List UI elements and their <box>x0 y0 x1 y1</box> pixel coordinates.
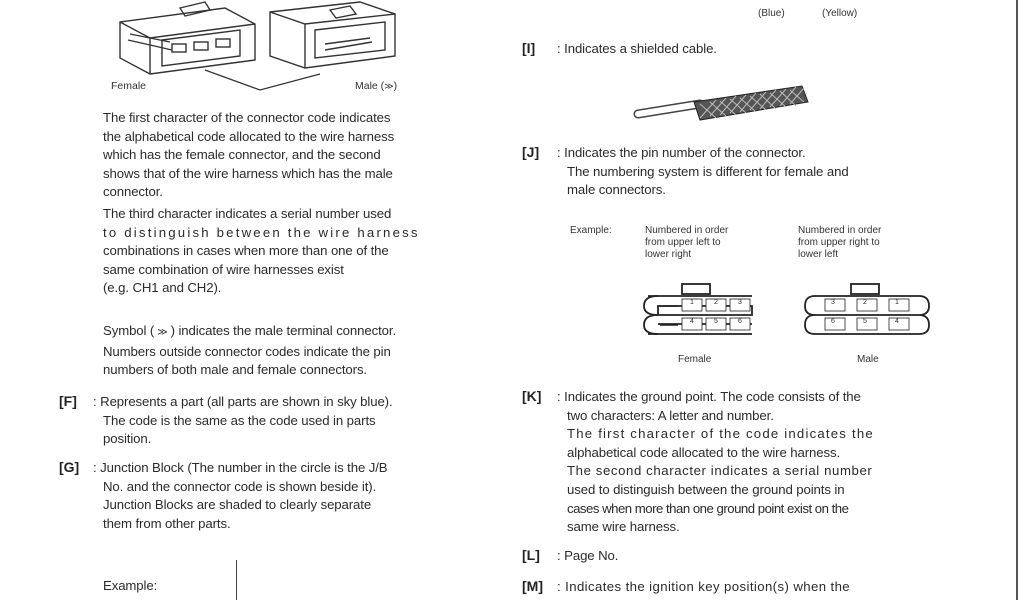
male-pin-4: 4 <box>895 318 899 325</box>
page-edge <box>1016 0 1018 600</box>
item-label-k: [K] <box>522 388 542 404</box>
item-g-description: : Junction Block (The number in the circle is the J/B No. and the connector code is shown beside it). Junction Blocks are shaded to clearly separate them from other parts. <box>93 460 388 531</box>
female-pin-4: 4 <box>690 318 694 325</box>
example-divider <box>236 560 237 600</box>
item-k-description: : Indicates the ground point. The code consists of the two characters: A letter and number. The first character of the code indicates the alphabetical code allocated to the wire harness. The second character indicates a serial number used to distinguish between the ground points in cases when more than one ground point exist on the same wire harness. <box>557 389 874 535</box>
male-pin-1: 1 <box>895 299 899 306</box>
item-label-m: [M] <box>522 578 543 594</box>
female-pin-caption: Female <box>678 354 712 365</box>
female-pin-diagram <box>640 282 760 342</box>
male-pin-3: 3 <box>831 299 835 306</box>
example-label-left: Example: <box>103 578 158 593</box>
color-yellow-label: (Yellow) <box>822 8 858 19</box>
male-symbol-paragraph: Symbol ( ≫ ) indicates the male terminal connector. Numbers outside connector codes indicate the pin numbers of both male and female connectors. <box>103 323 397 378</box>
item-label-l: [L] <box>522 547 540 563</box>
female-pin-5: 5 <box>714 318 718 325</box>
male-numbering-note: Numbered in order from upper right to lower left <box>798 225 882 260</box>
item-label-j: [J] <box>522 144 540 160</box>
male-pin-2: 2 <box>863 299 867 306</box>
female-pin-1: 1 <box>690 299 694 306</box>
female-numbering-note: Numbered in order from upper left to lower right <box>645 225 729 260</box>
shielded-cable-illustration <box>630 80 830 130</box>
male-pin-6: 6 <box>831 318 835 325</box>
female-pin-3: 3 <box>738 299 742 306</box>
item-label-g: [G] <box>59 459 80 475</box>
item-label-i: [I] <box>522 40 536 56</box>
male-pin-5: 5 <box>863 318 867 325</box>
item-label-f: [F] <box>59 393 77 409</box>
male-symbol-icon: ≫ <box>157 327 168 338</box>
color-blue-label: (Blue) <box>758 8 785 19</box>
connector-code-paragraph: The first character of the connector code indicates the alphabetical code allocated to the wire harness which has the female connector, and the second shows that of the wire harness which has the male connector. <box>103 110 395 200</box>
serial-number-paragraph: The third character indicates a serial number used to distinguish between the wire harness combinations in cases when more than one of the same combination of wire harnesses exist (e.g. CH1 and CH2). <box>103 206 420 296</box>
item-l-description: : Page No. <box>557 548 619 563</box>
item-m-description: : Indicates the ignition key position(s) when the <box>557 579 851 594</box>
male-pin-caption: Male <box>857 354 879 365</box>
male-connector-label: Male (≫) <box>355 80 398 92</box>
pin-example-label: Example: <box>570 225 612 236</box>
item-j-description: : Indicates the pin number of the connector. The numbering system is different for female and male connectors. <box>557 145 849 198</box>
connector-illustration <box>110 0 430 80</box>
female-pin-6: 6 <box>738 318 742 325</box>
item-f-description: : Represents a part (all parts are shown in sky blue). The code is the same as the code used in parts position. <box>93 394 393 447</box>
female-pin-2: 2 <box>714 299 718 306</box>
item-i-description: : Indicates a shielded cable. <box>557 41 717 56</box>
male-pin-diagram <box>803 282 933 342</box>
female-connector-label: Female <box>111 80 147 92</box>
